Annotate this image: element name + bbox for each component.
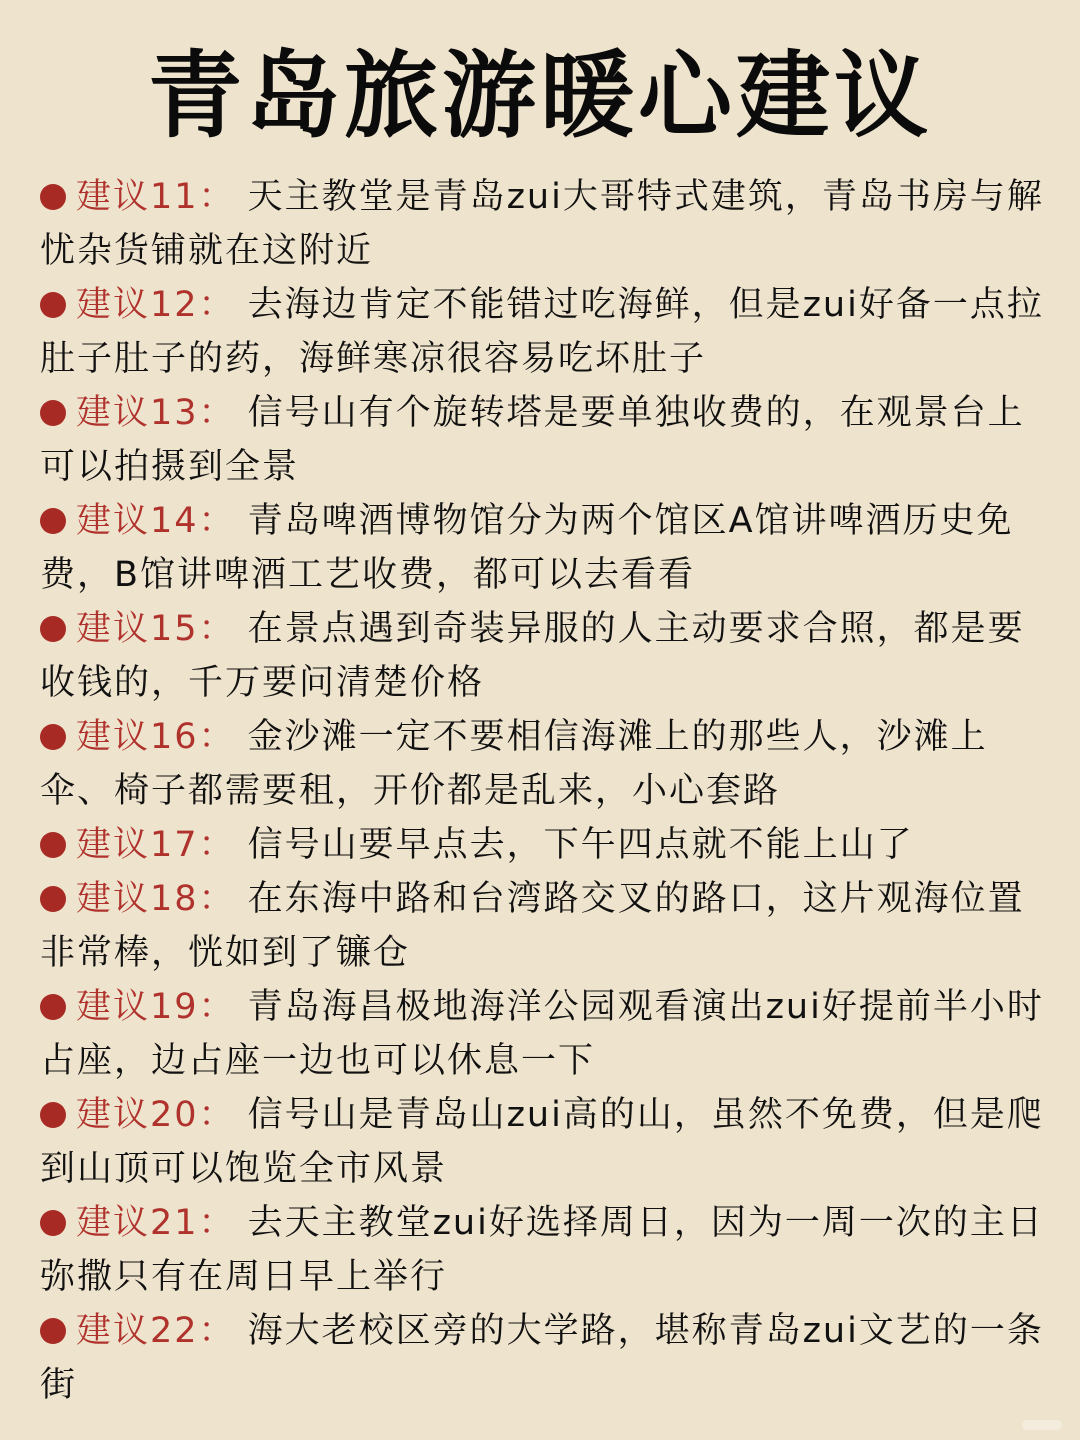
tip-colon: ： bbox=[198, 285, 236, 325]
tip-item bbox=[40, 602, 1045, 710]
tip-text: 信号山是青岛山zui高的山，虽然不免费，但是爬到山顶可以饱览全市风景 bbox=[40, 1095, 1044, 1189]
tip-label: 建议17 bbox=[76, 825, 199, 865]
tip-item bbox=[40, 818, 1045, 872]
tip-text: 金沙滩一定不要相信海滩上的那些人，沙滩上伞、椅子都需要租，开价都是乱来，小心套路 bbox=[40, 717, 988, 811]
tip-label: 建议22 bbox=[76, 1311, 199, 1351]
tip-label: 建议15 bbox=[76, 609, 199, 649]
tip-label: 建议19 bbox=[76, 987, 199, 1027]
bullet-dot-icon bbox=[40, 1210, 66, 1236]
tip-text: 在景点遇到奇装异服的人主动要求合照，都是要收钱的，千万要问清楚价格 bbox=[40, 609, 1025, 703]
page-title: 青岛旅游暖心建议 bbox=[147, 42, 932, 151]
bullet-dot-icon bbox=[40, 1318, 66, 1344]
tip-label: 建议21 bbox=[76, 1203, 199, 1243]
tip-colon: ： bbox=[198, 1203, 236, 1243]
bullet-dot-icon bbox=[40, 724, 66, 750]
tip-label: 建议12 bbox=[76, 285, 199, 325]
tip-colon: ： bbox=[198, 1311, 236, 1351]
tip-text: 信号山有个旋转塔是要单独收费的，在观景台上可以拍摄到全景 bbox=[40, 393, 1025, 487]
tip-label: 建议11 bbox=[76, 177, 199, 217]
tip-item bbox=[40, 170, 1045, 278]
tip-text: 去海边肯定不能错过吃海鲜，但是zui好备一点拉肚子肚子的药，海鲜寒凉很容易吃坏肚子 bbox=[40, 285, 1044, 379]
bullet-dot-icon bbox=[40, 184, 66, 210]
tip-text: 海大老校区旁的大学路，堪称青岛zui文艺的一条街 bbox=[40, 1311, 1044, 1405]
bullet-dot-icon bbox=[40, 994, 66, 1020]
tip-colon: ： bbox=[198, 501, 236, 541]
tip-text: 青岛海昌极地海洋公园观看演出zui好提前半小时占座，边占座一边也可以休息一下 bbox=[40, 987, 1044, 1081]
tip-label: 建议16 bbox=[76, 717, 199, 757]
tip-colon: ： bbox=[198, 987, 236, 1027]
tip-text: 在东海中路和台湾路交叉的路口，这片观海位置非常棒，恍如到了镰仓 bbox=[40, 879, 1025, 973]
tip-colon: ： bbox=[198, 393, 236, 433]
tip-item bbox=[40, 980, 1045, 1088]
tip-text: 天主教堂是青岛zui大哥特式建筑，青岛书房与解忧杂货铺就在这附近 bbox=[40, 177, 1044, 271]
tip-text: 信号山要早点去，下午四点就不能上山了 bbox=[247, 825, 914, 865]
bullet-dot-icon bbox=[40, 616, 66, 642]
bullet-dot-icon bbox=[40, 1102, 66, 1128]
watermark bbox=[1022, 1420, 1062, 1430]
bullet-dot-icon bbox=[40, 508, 66, 534]
tip-text: 青岛啤酒博物馆分为两个馆区A馆讲啤酒历史免费，B馆讲啤酒工艺收费，都可以去看看 bbox=[40, 501, 1014, 595]
tip-item bbox=[40, 494, 1045, 602]
tip-item bbox=[40, 710, 1045, 818]
bullet-dot-icon bbox=[40, 292, 66, 318]
tip-colon: ： bbox=[198, 825, 236, 865]
tip-colon: ： bbox=[198, 879, 236, 919]
bullet-dot-icon bbox=[40, 886, 66, 912]
bullet-dot-icon bbox=[40, 832, 66, 858]
bullet-dot-icon bbox=[40, 400, 66, 426]
tip-item bbox=[40, 872, 1045, 980]
tip-label: 建议18 bbox=[76, 879, 199, 919]
tip-colon: ： bbox=[198, 1095, 236, 1135]
tip-item bbox=[40, 278, 1045, 386]
tips-list bbox=[40, 170, 1045, 1412]
tip-colon: ： bbox=[198, 177, 236, 217]
tip-item bbox=[40, 1088, 1045, 1196]
tip-item bbox=[40, 1304, 1045, 1412]
tip-item bbox=[40, 386, 1045, 494]
tip-label: 建议20 bbox=[76, 1095, 199, 1135]
tip-item bbox=[40, 1196, 1045, 1304]
tip-colon: ： bbox=[198, 609, 236, 649]
tip-text: 去天主教堂zui好选择周日，因为一周一次的主日弥撒只有在周日早上举行 bbox=[40, 1203, 1044, 1297]
tip-label: 建议13 bbox=[76, 393, 199, 433]
tip-colon: ： bbox=[198, 717, 236, 757]
tip-label: 建议14 bbox=[76, 501, 199, 541]
